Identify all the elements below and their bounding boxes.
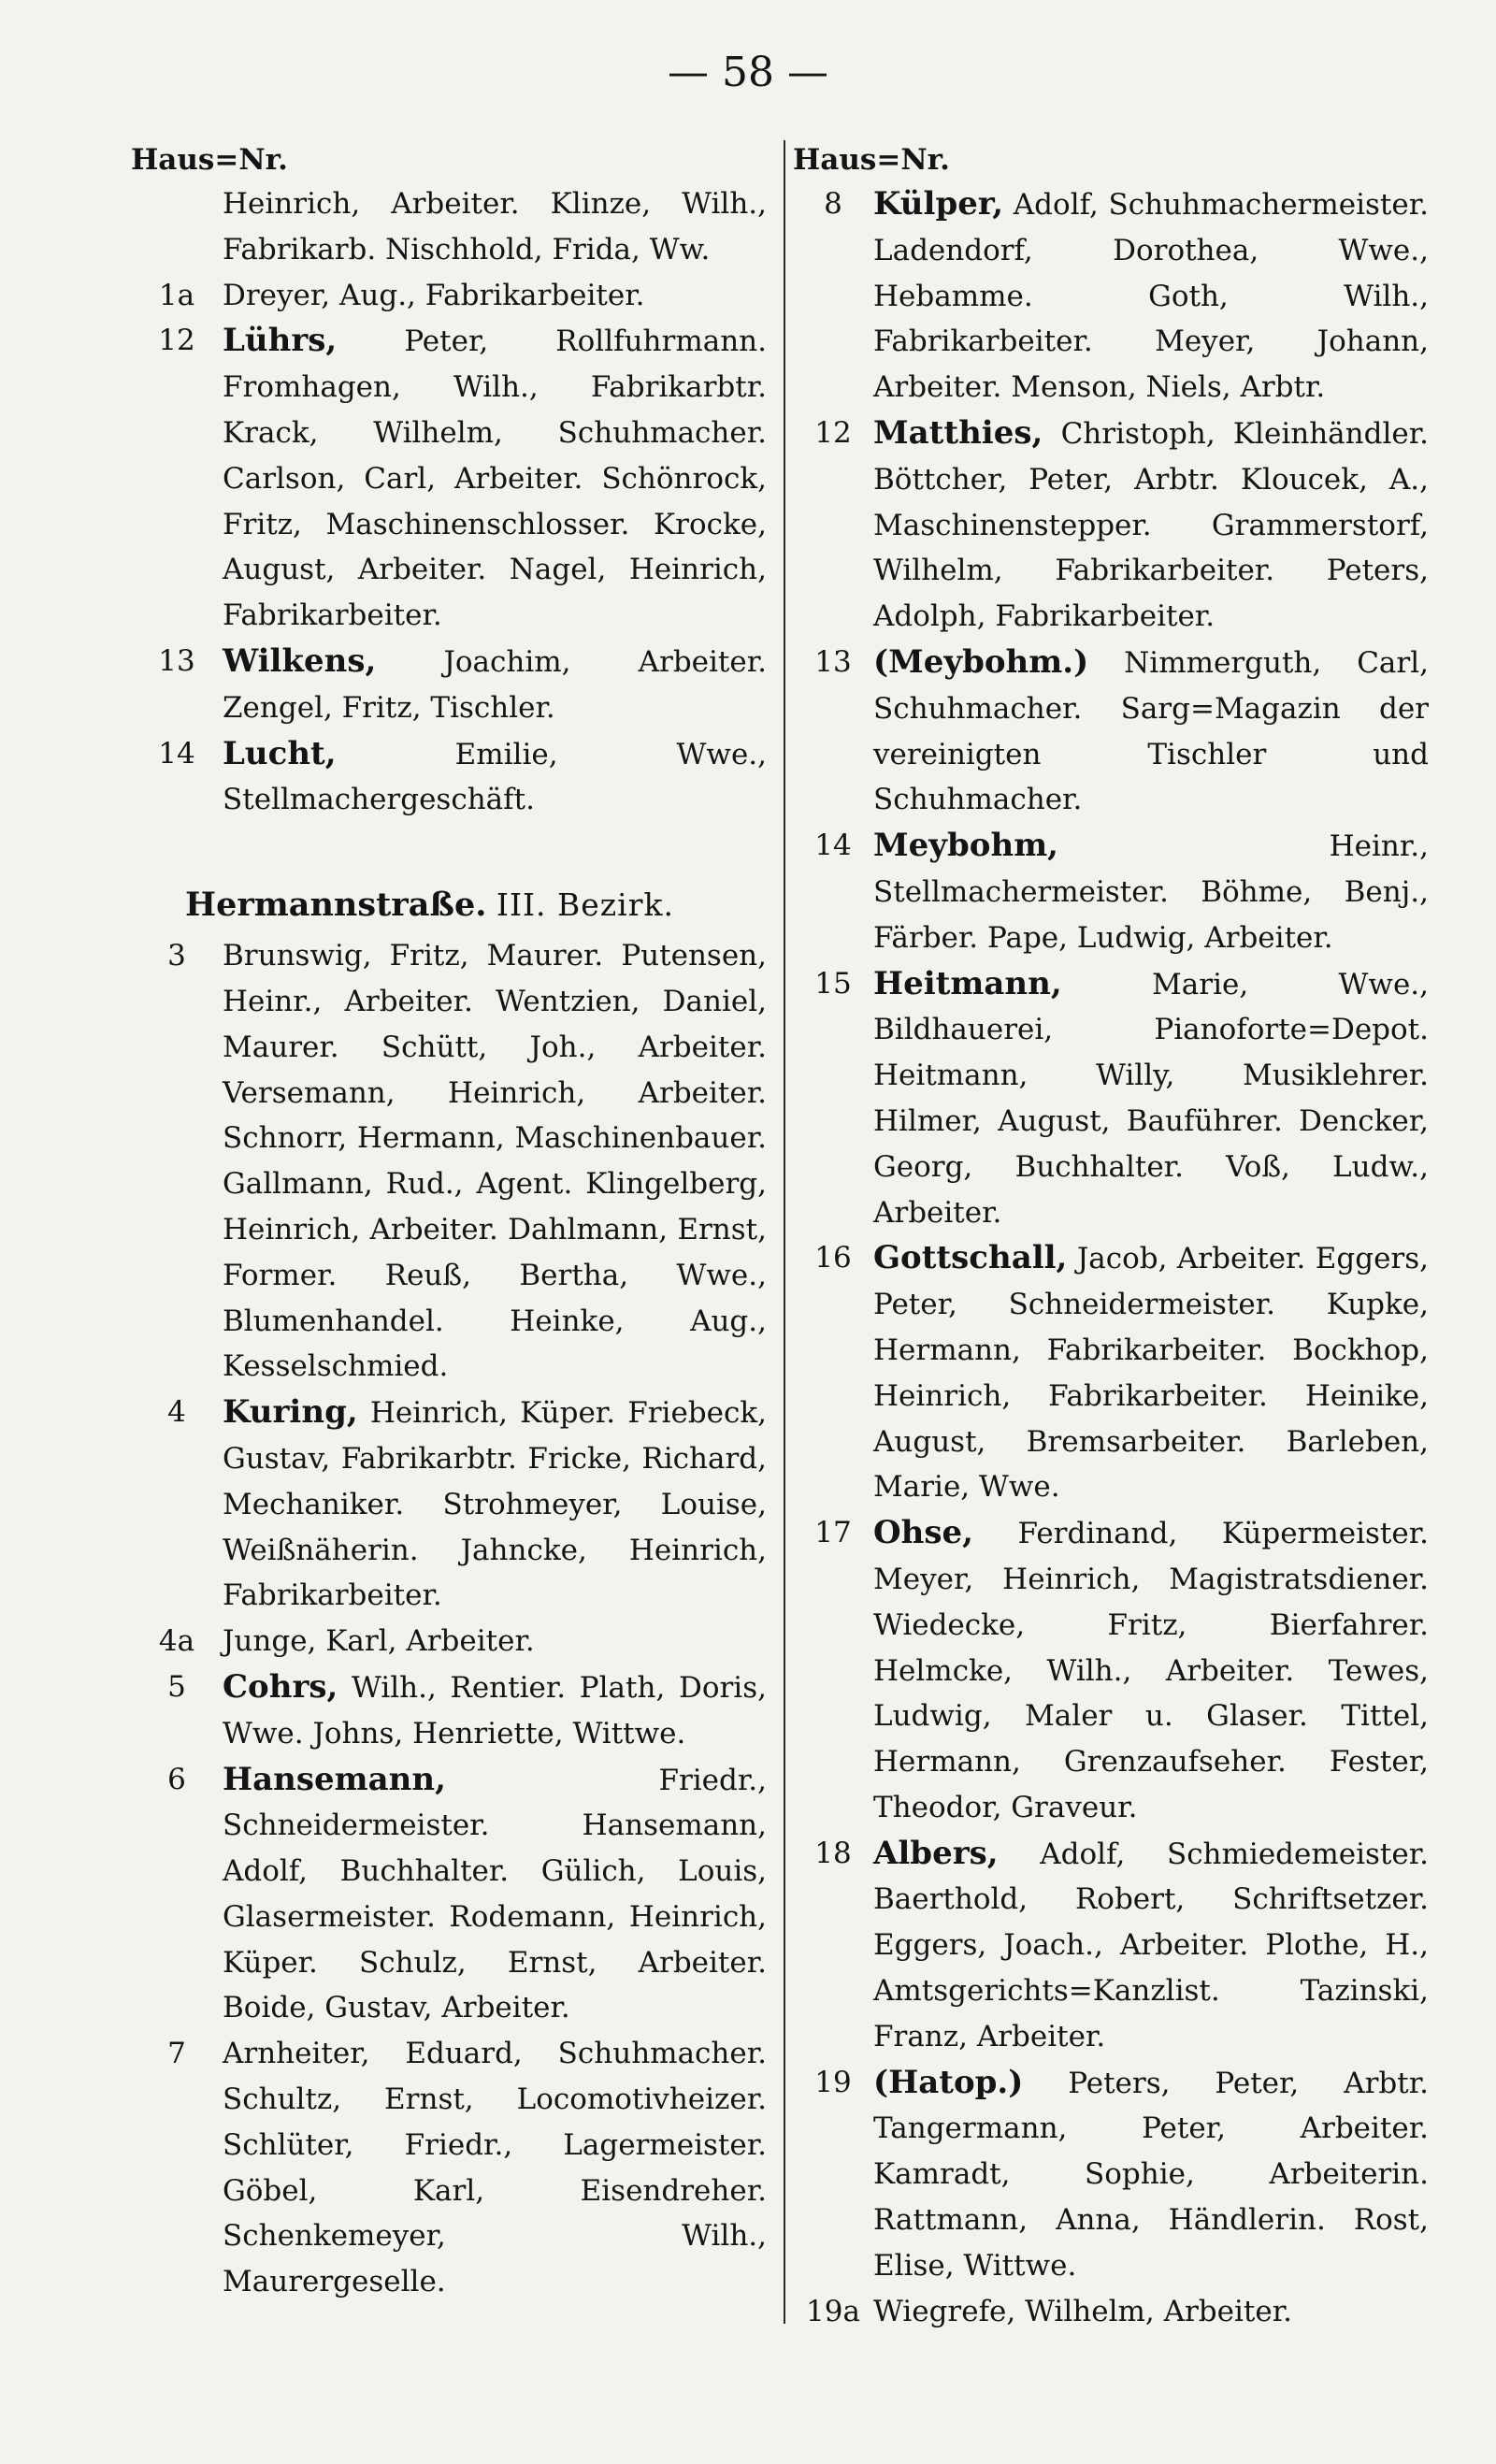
owner-name: Lucht, xyxy=(223,734,337,772)
resident-list: Dreyer, Aug., Fabrikarbeiter. xyxy=(223,278,645,312)
house-number xyxy=(131,181,223,273)
house-number: 8 xyxy=(824,187,842,221)
resident-list: Peter, Rollfuhrmann. Fromhagen, Wilh., Fabrikarbtr. Krack, Wilhelm, Schuhmacher. Carlson, Carl, Arbeiter. Schönrock, Fritz, Maschinenschlosser. Krocke, August, Arbeiter. Nagel, Heinrich, Fabrikarbeiter. xyxy=(223,324,767,633)
house-number: 16 xyxy=(814,1241,852,1275)
left-entries-bottom xyxy=(131,933,767,2305)
house-number: 13 xyxy=(158,643,195,678)
owner-name: Hansemann, xyxy=(223,1760,446,1798)
house-number: 19 xyxy=(814,2065,852,2099)
house-number: 14 xyxy=(158,736,195,771)
entry-text xyxy=(223,181,767,273)
entry-text xyxy=(873,181,1429,411)
resident-list: Marie, Wwe., Bildhauerei, Pianoforte=Depot. Heitmann, Willy, Musiklehrer. Hilmer, August, Bauführer. Dencker, Georg, Buchhalter. Voß, Ludw., Arbeiter. xyxy=(873,967,1429,1230)
resident-list: Emilie, Wwe., Stellmachergeschäft. xyxy=(223,737,767,817)
entry-text xyxy=(223,273,767,319)
entry-text xyxy=(223,639,767,731)
entry-text xyxy=(223,1757,767,2032)
entry-text xyxy=(223,1390,767,1619)
resident-list: Brunswig, Fritz, Maurer. Putensen, Heinr., Arbeiter. Wentzien, Daniel, Maurer. Schütt, Joh., Arbeiter. Versemann, Heinrich, Arbeiter. Schnorr, Hermann, Maschinenbauer. Gallmann, Rud., Agent. Klingelberg, Heinrich, Arbeiter. Dahlmann, Ernst, Former. Reuß, Bertha, Wwe., Blumenhandel. Heinke, Aug., Kesselschmied. xyxy=(223,939,767,1384)
house-number: 14 xyxy=(814,829,852,863)
entry-text xyxy=(223,933,767,1390)
house-number: 13 xyxy=(814,644,852,679)
owner-name: Külper, xyxy=(873,185,1004,223)
owner-name: Gottschall, xyxy=(873,1239,1068,1277)
entry-text xyxy=(223,1664,767,1757)
owner-name: (Hatop.) xyxy=(873,2063,1024,2101)
house-entry xyxy=(793,961,1429,1236)
entry-text xyxy=(873,1235,1429,1510)
owner-name: Lührs, xyxy=(223,322,338,360)
entry-text xyxy=(873,2060,1429,2289)
resident-list: Joachim, Arbeiter. Zengel, Fritz, Tischler. xyxy=(223,644,767,725)
resident-list: Junge, Karl, Arbeiter. xyxy=(223,1624,535,1659)
entry-text xyxy=(873,2289,1429,2335)
entry-text xyxy=(223,2031,767,2305)
entry-text xyxy=(873,1831,1429,2060)
house-entry xyxy=(131,273,767,319)
resident-list: Peters, Peter, Arbtr. Tangermann, Peter, Arbeiter. Kamradt, Sophie, Arbeiterin. Rattmann, Anna, Händlerin. Rost, Elise, Wittwe. xyxy=(873,2066,1429,2283)
entry-text xyxy=(223,1619,767,1664)
owner-name: (Meybohm.) xyxy=(873,642,1089,681)
house-entry xyxy=(131,933,767,1390)
resident-list: Wilh., Rentier. Plath, Doris, Wwe. Johns, Henriette, Wittwe. xyxy=(223,1670,767,1751)
right-entries xyxy=(793,181,1429,2334)
house-entry xyxy=(793,2289,1429,2335)
house-entry xyxy=(131,181,767,273)
house-entry xyxy=(793,1235,1429,1510)
resident-list: Wiegrefe, Wilhelm, Arbeiter. xyxy=(873,2294,1292,2328)
owner-name: Kuring, xyxy=(223,1393,358,1432)
house-entry xyxy=(131,1390,767,1619)
entry-text xyxy=(873,823,1429,960)
street-name: Hermannstraße. xyxy=(185,886,487,925)
resident-list: Arnheiter, Eduard, Schuhmacher. Schultz, Ernst, Locomotivheizer. Schlüter, Friedr., Lagermeister. Göbel, Karl, Eisendreher. Schenkemeyer, Wilh., Maurergeselle. xyxy=(223,2037,767,2299)
street-district: III. Bezirk. xyxy=(496,886,674,924)
left-entries-top xyxy=(131,181,767,823)
resident-list: Heinrich, Arbeiter. Klinze, Wilh., Fabrikarb. Nischhold, Frida, Ww. xyxy=(223,187,767,267)
owner-name: Matthies, xyxy=(873,413,1043,452)
left-column xyxy=(131,138,767,2305)
house-number: 6 xyxy=(167,1762,186,1796)
owner-name: Wilkens, xyxy=(223,641,377,680)
entry-text xyxy=(873,411,1429,640)
left-column-header: Haus=Nr. xyxy=(131,143,288,177)
entry-text xyxy=(873,961,1429,1236)
resident-list: Heinr., Stellmachermeister. Böhme, Benj., Färber. Pape, Ludwig, Arbeiter. xyxy=(873,829,1429,955)
house-number: 4a xyxy=(158,1624,195,1659)
house-entry xyxy=(131,1757,767,2032)
house-number: 3 xyxy=(167,939,186,973)
resident-list: Adolf, Schuhmachermeister. Ladendorf, Dorothea, Wwe., Hebamme. Goth, Wilh., Fabrikarbeiter. Meyer, Johann, Arbeiter. Menson, Niels, Arbtr. xyxy=(873,188,1429,405)
house-number: 12 xyxy=(814,415,852,450)
house-number: 18 xyxy=(814,1836,852,1870)
house-entry xyxy=(131,1619,767,1664)
owner-name: Ohse, xyxy=(873,1514,973,1552)
house-number: 12 xyxy=(158,324,195,358)
owner-name: Meybohm, xyxy=(873,827,1059,865)
house-entry xyxy=(793,1510,1429,1831)
resident-list: Friedr., Schneidermeister. Hansemann, Adolf, Buchhalter. Gülich, Louis, Glasermeister. Rodemann, Heinrich, Küper. Schulz, Ernst, Arbeiter. Boide, Gustav, Arbeiter. xyxy=(223,1763,767,2025)
resident-list: Jacob, Arbeiter. Eggers, Peter, Schneidermeister. Kupke, Hermann, Fabrikarbeiter. Bockhop, Heinrich, Fabrikarbeiter. Heinike, August, Bremsarbeiter. Barleben, Marie, Wwe. xyxy=(873,1242,1429,1505)
house-number: 5 xyxy=(167,1669,186,1704)
owner-name: Cohrs, xyxy=(223,1667,338,1706)
house-entry xyxy=(793,823,1429,960)
house-number: 15 xyxy=(814,966,852,1001)
house-entry xyxy=(131,731,767,824)
street-heading xyxy=(131,881,767,929)
entry-text xyxy=(873,640,1429,823)
page-number: — 58 — xyxy=(668,49,828,96)
house-entry xyxy=(131,2031,767,2305)
house-number: 1a xyxy=(158,278,195,312)
owner-name: Albers, xyxy=(873,1834,999,1872)
house-entry xyxy=(793,640,1429,823)
resident-list: Christoph, Kleinhändler. Böttcher, Peter, Arbtr. Kloucek, A., Maschinenstepper. Grammerstorf, Wilhelm, Fabrikarbeiter. Peters, Adolph, Fabrikarbeiter. xyxy=(873,416,1429,634)
house-entry xyxy=(793,181,1429,411)
resident-list: Ferdinand, Küpermeister. Meyer, Heinrich, Magistratsdiener. Wiedecke, Fritz, Bierfahrer. Helmcke, Wilh., Arbeiter. Tewes, Ludwig, Maler u. Glaser. Tittel, Hermann, Grenzaufseher. Fester, Theodor, Graveur. xyxy=(873,1517,1429,1824)
right-column-header: Haus=Nr. xyxy=(793,143,950,177)
house-number: 17 xyxy=(814,1516,852,1550)
resident-list: Nimmerguth, Carl, Schuhmacher. Sarg=Magazin der vereinigten Tischler und Schuhmacher. xyxy=(873,645,1429,817)
house-entry xyxy=(131,318,767,639)
entry-text xyxy=(223,731,767,824)
resident-list: Adolf, Schmiedemeister. Baerthold, Robert, Schriftsetzer. Eggers, Joach., Arbeiter. Plothe, H., Amtsgerichts=Kanzlist. Tazinski, Franz, Arbeiter. xyxy=(873,1837,1430,2053)
house-number: 4 xyxy=(167,1395,186,1430)
entry-text xyxy=(223,318,767,639)
house-entry xyxy=(131,1664,767,1757)
house-entry xyxy=(131,639,767,731)
owner-name: Heitmann, xyxy=(873,964,1062,1002)
house-number: 7 xyxy=(167,2037,186,2071)
right-column xyxy=(793,138,1429,2334)
house-entry xyxy=(793,2060,1429,2289)
house-entry xyxy=(793,1831,1429,2060)
column-divider xyxy=(784,140,785,2324)
house-number: 19a xyxy=(806,2294,860,2328)
resident-list: Heinrich, Küper. Friebeck, Gustav, Fabrikarbtr. Fricke, Richard, Mechaniker. Strohmeyer, Louise, Weißnäherin. Jahncke, Heinrich, Fabrikarbeiter. xyxy=(223,1396,767,1613)
entry-text xyxy=(873,1510,1429,1831)
house-entry xyxy=(793,411,1429,640)
